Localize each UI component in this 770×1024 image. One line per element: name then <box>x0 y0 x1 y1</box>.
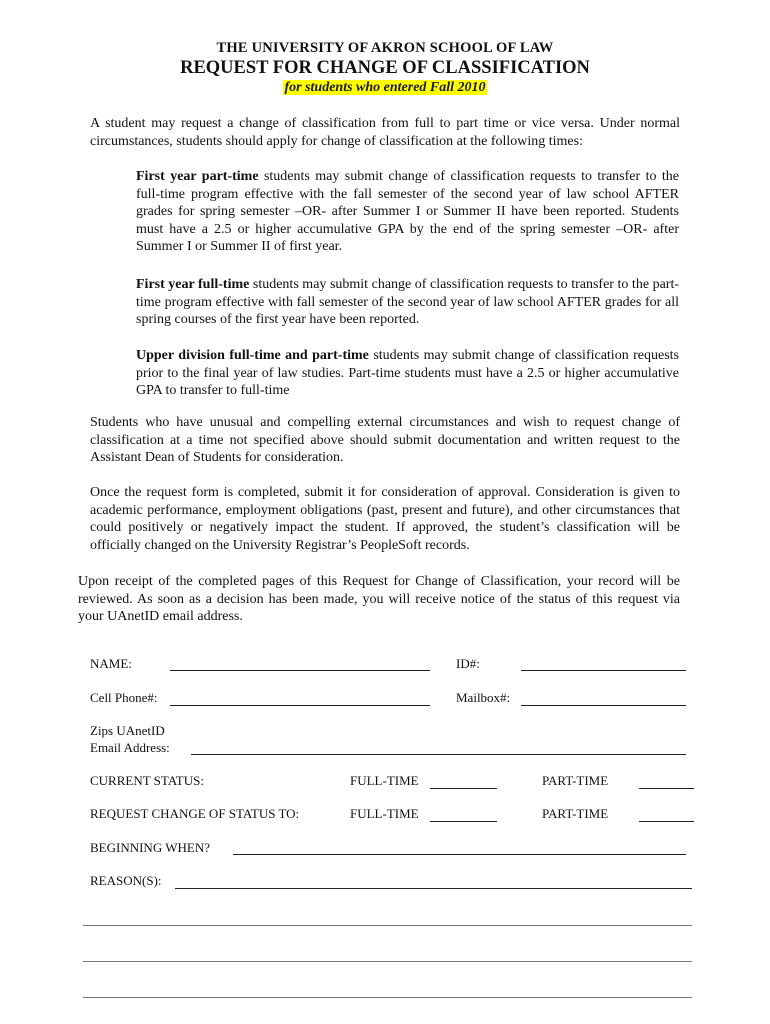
rule-first-year-part-time <box>136 168 679 256</box>
name-input-line[interactable] <box>170 670 430 671</box>
reasons-extra-line-3[interactable] <box>83 997 692 998</box>
reasons-label: REASON(S): <box>90 873 162 888</box>
reasons-input-line[interactable] <box>175 888 692 889</box>
beginning-when-input-line[interactable] <box>233 854 686 855</box>
current-full-time-line[interactable] <box>430 788 497 789</box>
receipt-paragraph: Upon receipt of the completed pages of this Request for Change of Classification, your record will be reviewed. As soon as a decision has been made, you will receive notice of the status of this request via your UAnetID email address. <box>78 574 680 625</box>
name-label: NAME: <box>90 656 132 671</box>
subtitle-highlight: for students who entered Fall 2010 <box>284 80 486 95</box>
rule-text: students may submit change of classification requests prior to the final year of law studies. Part-time students must have a 2.5 or higher accumulative GPA to transfer to full-time <box>136 348 679 399</box>
id-label: ID#: <box>456 656 480 671</box>
rule-heading: Upper division full-time and part-time <box>136 348 369 363</box>
request-full-time-line[interactable] <box>430 821 497 822</box>
current-part-time-label: PART-TIME <box>542 773 609 788</box>
cell-phone-label: Cell Phone#: <box>90 690 158 705</box>
form-subtitle <box>0 80 770 96</box>
current-part-time-line[interactable] <box>639 788 694 789</box>
email-input-line[interactable] <box>191 754 686 755</box>
reasons-extra-line-2[interactable] <box>83 961 692 962</box>
email-address-label: Email Address: <box>90 740 170 755</box>
school-name: THE UNIVERSITY OF AKRON SCHOOL OF LAW <box>216 40 554 56</box>
current-status-label: CURRENT STATUS: <box>90 773 204 788</box>
form-title: REQUEST FOR CHANGE OF CLASSIFICATION <box>180 58 590 78</box>
rule-heading: First year full-time <box>136 277 250 292</box>
mailbox-input-line[interactable] <box>521 705 686 706</box>
unusual-circumstances-paragraph: Students who have unusual and compelling external circumstances and wish to request change of classification at a time not specified above should submit documentation and written request to the Assistant Dean of Students for consideration. <box>90 415 680 466</box>
request-part-time-label: PART-TIME <box>542 806 609 821</box>
submission-paragraph: Once the request form is completed, submit it for consideration of approval. Consideration is given to academic performance, employment obligations (past, present and future), and other circumstances that could positively or negatively impact the student. If approved, the student’s classification will be officially changed on the University Registrar’s PeopleSoft records. <box>90 485 680 553</box>
beginning-when-label: BEGINNING WHEN? <box>90 840 210 855</box>
request-change-label: REQUEST CHANGE OF STATUS TO: <box>90 806 300 821</box>
rule-first-year-full-time <box>136 276 679 329</box>
request-full-time-label: FULL-TIME <box>350 806 419 821</box>
request-part-time-line[interactable] <box>639 821 694 822</box>
current-full-time-label: FULL-TIME <box>350 773 419 788</box>
id-input-line[interactable] <box>521 670 686 671</box>
mailbox-label: Mailbox#: <box>456 690 511 705</box>
reasons-extra-line-1[interactable] <box>83 925 692 926</box>
rule-upper-division <box>136 347 679 400</box>
rule-text: students may submit change of classification requests to transfer to the part-time program effective with fall semester of the second year of law school AFTER grades for all spring courses of the first year have been reported. <box>136 277 680 328</box>
rule-heading: First year part-time <box>136 169 259 184</box>
intro-paragraph: A student may request a change of classification from full to part time or vice versa. Under normal circumstances, students should apply for change of classification at the following times: <box>90 116 680 149</box>
cell-phone-input-line[interactable] <box>170 705 430 706</box>
zips-uanetid-label: Zips UAnetID <box>90 723 165 738</box>
rule-text: students may submit change of classification requests to transfer to the full-time program effective with the fall semester of the second year of law school AFTER grades for spring semester –OR- after Summer I or Summer II have been reported. Students must have a 2.5 or higher accumulative GPA by the end of the spring semester –OR- after Summer I or Summer II of first year. <box>136 169 679 255</box>
